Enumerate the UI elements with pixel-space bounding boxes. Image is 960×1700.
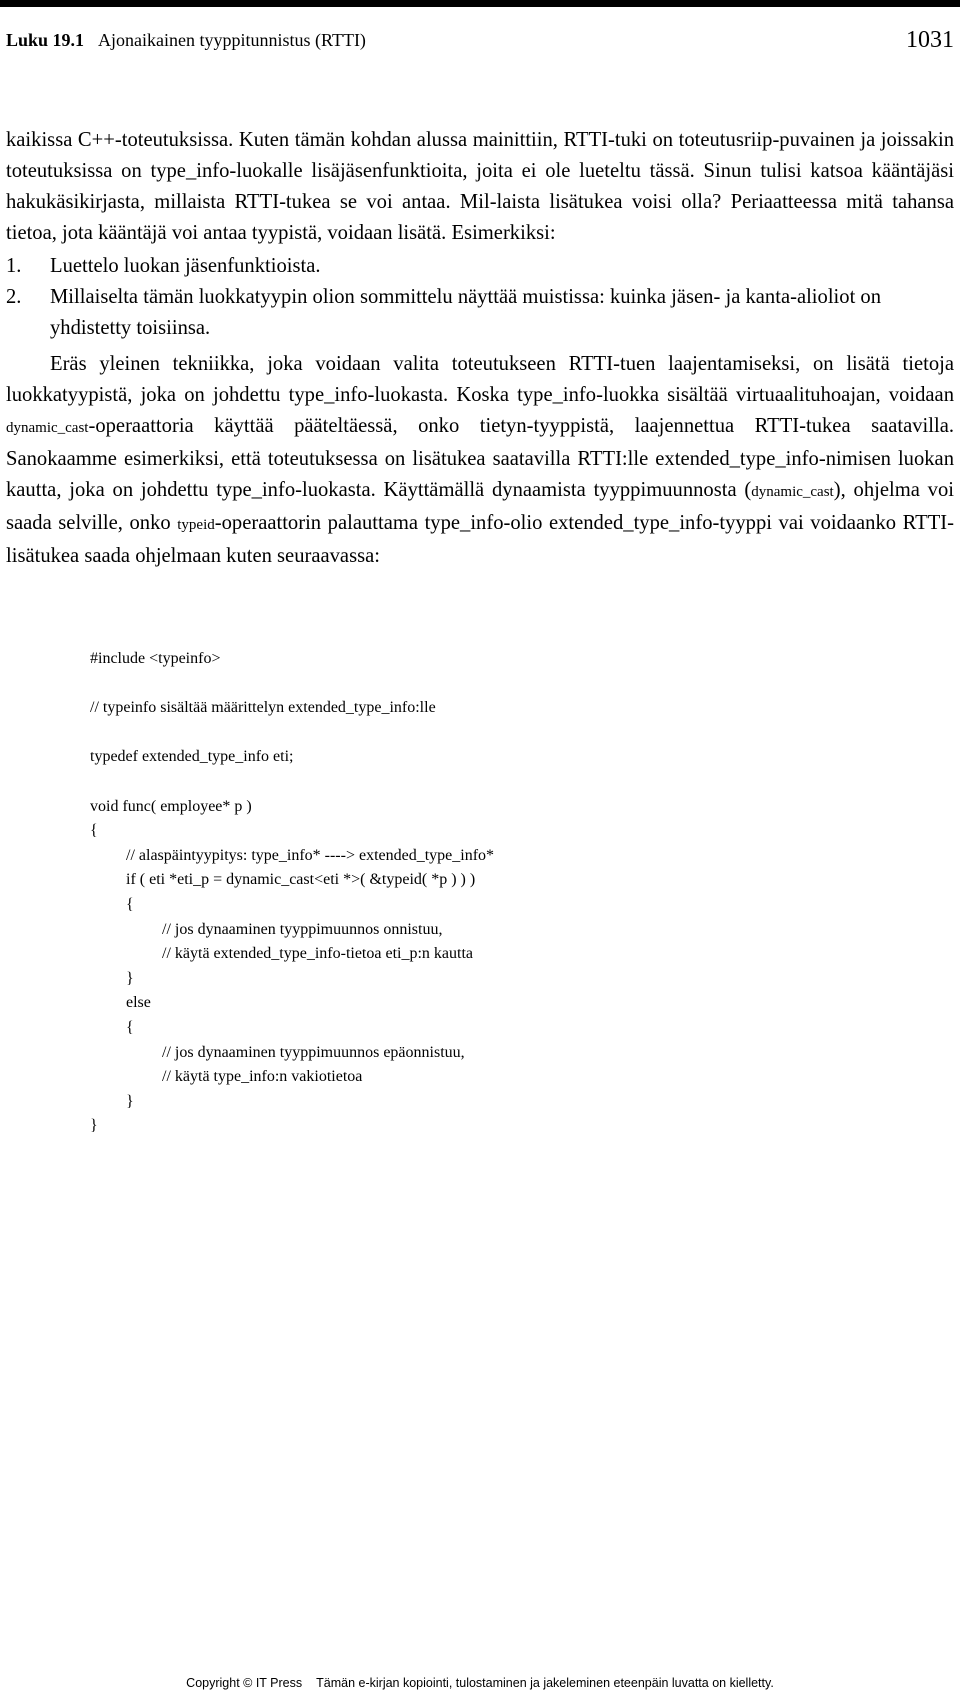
code-line: { [126,1018,134,1036]
code-line: // typeinfo sisältää määrittelyn extended_type_info:lle [90,699,436,717]
code-line [90,721,950,746]
paragraph-2-part-a: Eräs yleinen tekniikka, joka voidaan valita toteutukseen RTTI-tuen laajentamiseksi, on lisätä tietoja luokkatyypistä, joka on johdettu type_info-luokasta. Koska type_info-luokka sisältää virtuaalituhoajan, voidaan [6,353,954,406]
inline-code-dynamic-cast: dynamic_cast [6,420,89,436]
paragraph-2-part-b: -operaattoria käyttää pääteltäessä, onko tietyn-tyyppistä, laajennettua RTTI-tukea saatavilla. Sanokaamme esimerkiksi, että toteutuksessa on lisätukea saatavilla RTTI:lle extended_type_info-nimisen luokan kautta, joka on johdettu type_info-luokasta. Käyttämällä dynaamista tyyppimuunnosta ( [6,415,954,501]
code-line: else [126,994,151,1012]
code-line: // käytä extended_type_info-tietoa eti_p:n kautta [162,945,474,963]
code-line: // jos dynaaminen tyyppimuunnos epäonnistuu, [162,1043,465,1061]
code-line: // alaspäintyypitys: type_info* ----> extended_type_info* [126,846,495,864]
code-line: void func( employee* p ) [90,797,252,815]
footer-copyright: Copyright © IT Press [186,1676,303,1690]
page-number: 1031 [906,27,954,53]
top-rule [0,0,960,7]
code-line: } [90,1117,98,1135]
list-number: 2. [6,286,22,308]
list-item [6,282,954,344]
code-line: #include <typeinfo> [90,650,221,667]
code-line: { [126,895,134,913]
page-footer [0,1676,960,1690]
numbered-list [6,251,954,344]
paragraph-2 [6,349,954,572]
code-line [90,770,950,795]
code-line: } [126,1092,134,1110]
chapter-number: Luku 19.1 [6,30,85,50]
paragraph-1: kaikissa C++-toteutuksissa. Kuten tämän kohdan alussa mainittiin, RTTI-tuki on toteutusriip-puvainen ja joissakin toteutuksissa on type_info-luokalle lisäjäsenfunktioita, joita ei ole lueteltu tässä. Sinun tulisi katsoa kääntäjäsi hakukäsikirjasta, millaista RTTI-tukea se voi antaa. Mil-laista lisätukea voisi olla? Periaatteessa mitä tahansa tietoa, jota kääntäjä voi antaa tyypistä, voidaan lisätä. Esimerkiksi: [6,129,954,244]
list-number: 1. [6,255,22,277]
code-line: { [90,822,98,840]
code-line: typedef extended_type_info eti; [90,748,294,766]
code-line: if ( eti *eti_p = dynamic_cast<eti *>( &typeid( *p ) ) ) [126,871,476,889]
code-line: } [126,969,134,987]
body-text [6,125,954,572]
inline-code-typeid: typeid [177,517,215,533]
list-item [6,251,954,282]
footer-notice: Tämän e-kirjan kopiointi, tulostaminen ja jakeleminen eteenpäin luvatta on kielletty. [316,1676,774,1690]
code-listing [90,647,950,1139]
running-head [6,27,954,60]
inline-code-dynamic-cast: dynamic_cast [751,484,834,500]
paragraph-2-part-d: -operaattorin palauttama type_info-olio extended_type_info-tyyppi vai voidaanko RTTI-lisätukea saada ohjelmaan kuten seuraavassa: [6,512,954,567]
code-line: // jos dynaaminen tyyppimuunnos onnistuu, [162,920,443,938]
chapter-title: Ajonaikainen tyyppitunnistus (RTTI) [98,30,366,50]
list-text: Luettelo luokan jäsenfunktioista. [50,255,321,277]
paragraph-2-part-c: ), ohjelma voi saada selville, onko [6,479,954,534]
code-line: // käytä type_info:n vakiotietoa [162,1068,363,1086]
code-line [90,672,950,697]
list-text: Millaiselta tämän luokkatyypin olion sommittelu näyttää muistissa: kuinka jäsen- ja kanta-alioliot on yhdistetty toisiinsa. [50,286,882,339]
